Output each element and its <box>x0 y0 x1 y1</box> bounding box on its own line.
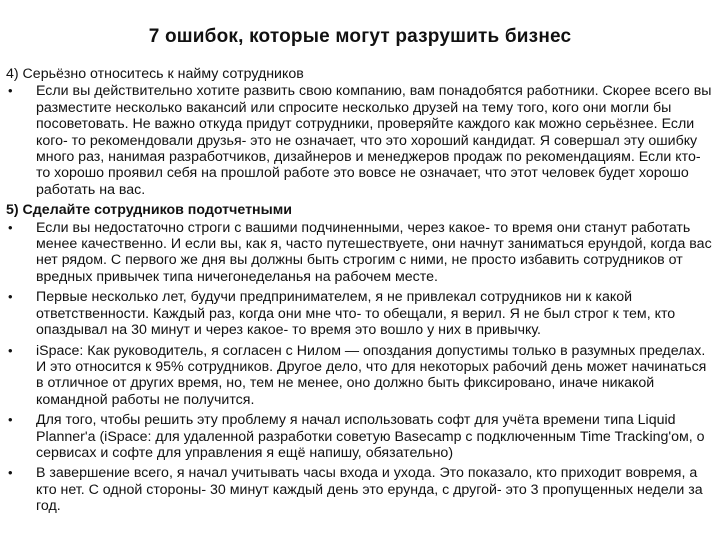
list-item <box>6 83 712 198</box>
slide-title: 7 ошибок, которые могут разрушить бизнес <box>148 26 572 47</box>
list-item-text: В завершение всего, я начал учитывать часы входа и ухода. Это показало, кто приходит вовремя, а кто нет. С одной стороны- 30 минут каждый день это ерунда, с другой- это 3 пропущенных недели за год. <box>36 465 703 515</box>
list-item-text: Первые несколько лет, будучи предпринимателем, я не привлекал сотрудников ни к какой ответственности. Каждый раз, когда они мне что- то обещали, я верил. Я не был строг к тем, кто опаздывал на 30 минут и через какое- то время это вошло у них в привычку. <box>36 289 676 339</box>
list-item-text: Если вы недостаточно строги с вашими подчиненными, через какое- то время они станут работать менее качественно. И если вы, как я, часто путешествуете, они начнут заниматься ерундой, когда вас нет рядом. С первого же дня вы должны быть строгим с ними, не просто избавить сотрудников от вредных привычек типа ничегонеделанья на рабочем месте. <box>36 219 712 285</box>
list-item-text: Если вы действительно хотите развить свою компанию, вам понадобятся работники. Скорее всего вы разместите несколько вакансий или спросите несколько друзей на тему того, кого они могли бы посоветовать. Не важно откуда придут сотрудники, проверяйте каждого как можно серьёзнее. Если кого- то рекомендовали друзья- это не означает, что это хороший кандидат. Я совершал эту ошибку много раз, нанимая разработчиков, дизайнеров и менеджеров продаж по рекомендациям. Если кто- то хорошо проявил себя на прошлой работе это вовсе не означает, что этот человек будет хорошо работать на вас. <box>36 83 712 198</box>
section-heading-accountability: 5) Сделайте сотрудников подотчетными <box>6 202 292 219</box>
list-item <box>6 220 712 286</box>
bullet-icon: • <box>8 83 13 99</box>
bullet-icon: • <box>8 412 13 428</box>
slide-content <box>6 66 712 519</box>
list-item <box>6 343 712 409</box>
bullet-icon: • <box>8 219 13 235</box>
list-item <box>6 289 712 338</box>
list-item-text: Для того, чтобы решить эту проблему я начал использовать софт для учёта времени типа Liquid Planner'a (iSpace: для удаленной разработки советую Basecamp с подключенным Time Tracking'ом, о сервисах и софте для управления я ещё напишу, обязательно) <box>36 412 705 461</box>
bullet-icon: • <box>8 465 13 481</box>
section-heading-hiring: 4) Серьёзно относитесь к найму сотрудников <box>6 66 304 82</box>
bullet-icon: • <box>8 289 13 305</box>
bullet-icon: • <box>8 342 13 358</box>
list-item-text: iSpace: Как руководитель, я согласен с Нилом — опоздания допустимы только в разумных пределах. И это относится к 95% сотрудников. Другое дело, что для некоторых рабочий день может начинаться в отличное от других время, но, тем не менее, оно должно быть фиксировано, иначе никакой командной работы не получится. <box>36 342 707 408</box>
list-item <box>6 465 712 514</box>
list-item <box>6 412 712 461</box>
